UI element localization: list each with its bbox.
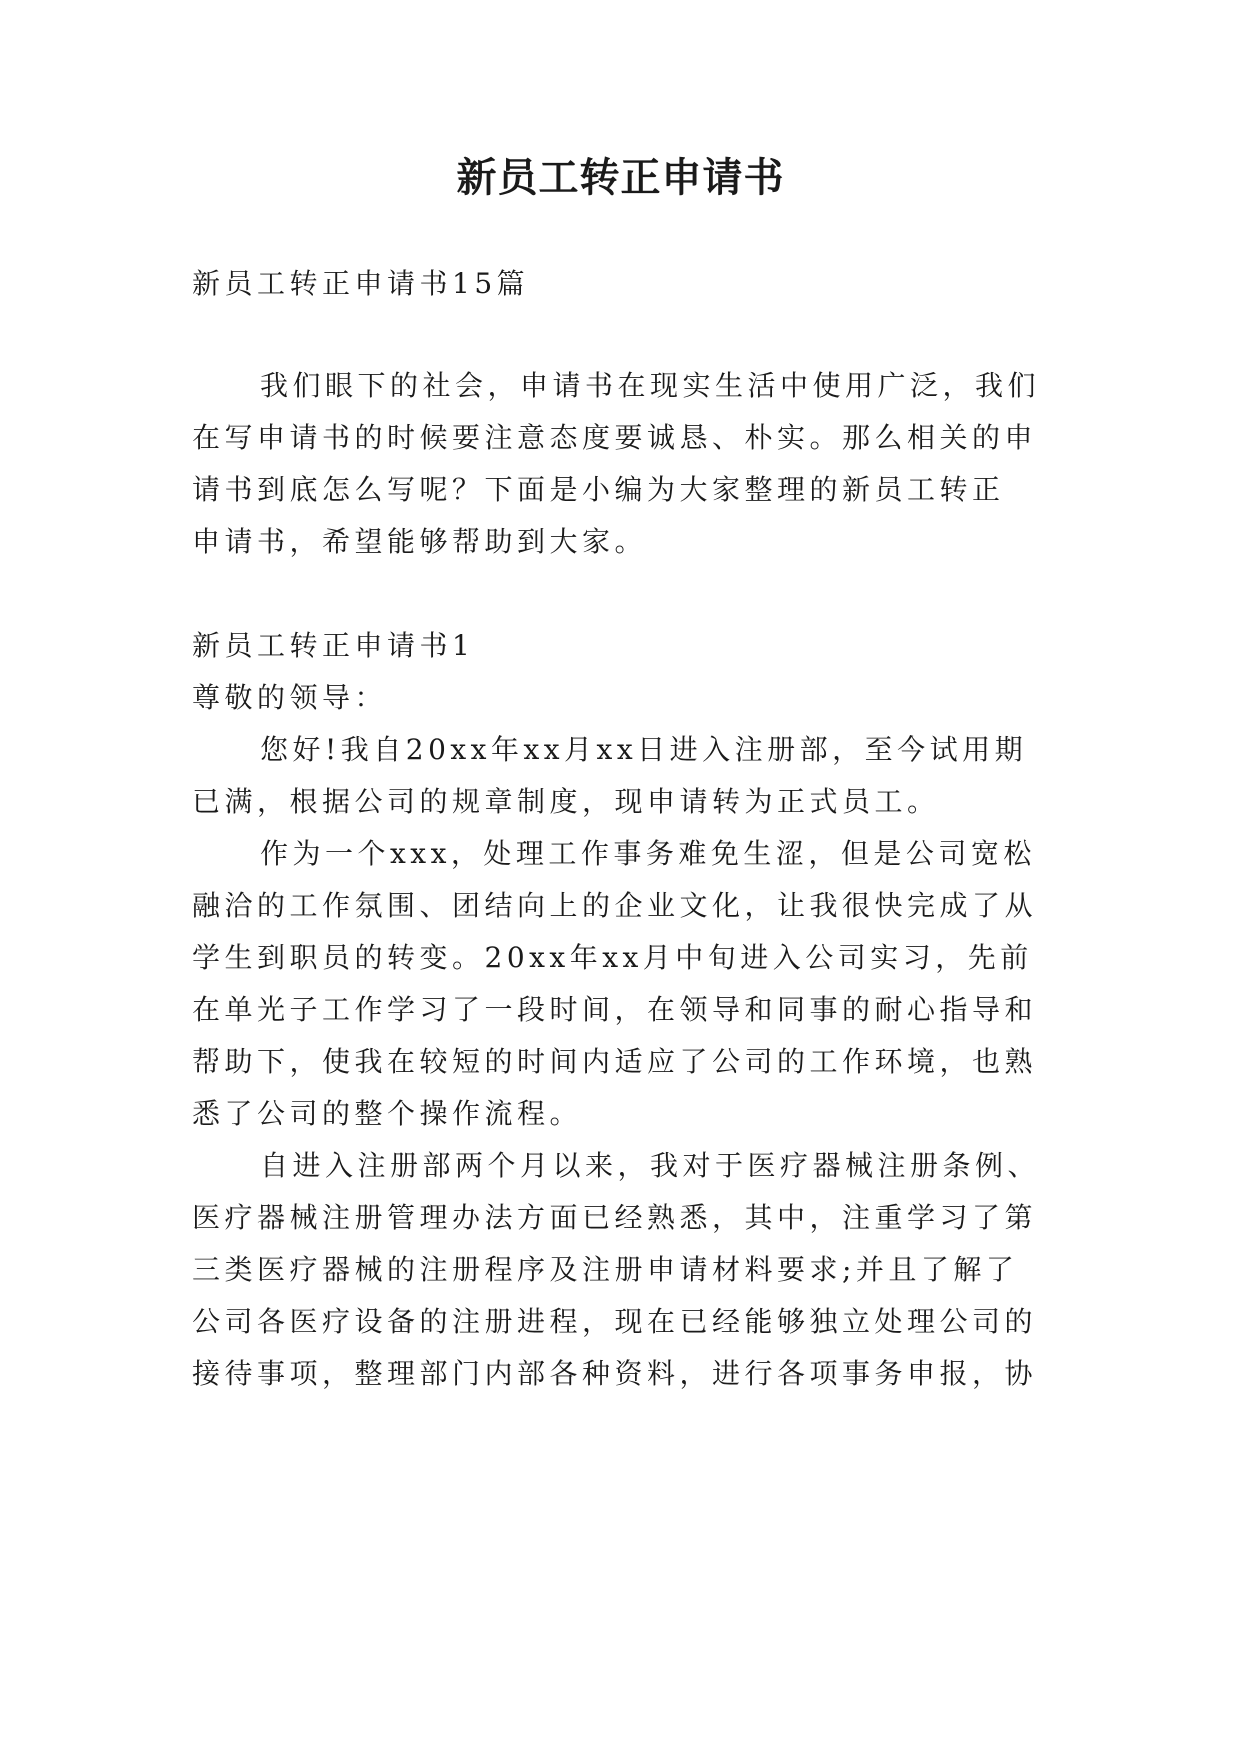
paragraph2-line: 融洽的工作氛围、团结向上的企业文化，让我很快完成了从 bbox=[192, 889, 1038, 922]
paragraph3-line: 医疗器械注册管理办法方面已经熟悉，其中，注重学习了第 bbox=[192, 1201, 1038, 1234]
paragraph3-line: 三类医疗器械的注册程序及注册申请材料要求;并且了解了 bbox=[192, 1253, 1019, 1286]
document-subtitle: 新员工转正申请书15篇 bbox=[192, 267, 530, 300]
intro-line: 我们眼下的社会，申请书在现实生活中使用广泛，我们 bbox=[260, 369, 1041, 402]
paragraph2-line: 悉了公司的整个操作流程。 bbox=[192, 1097, 583, 1130]
document-title: 新员工转正申请书 bbox=[456, 155, 785, 201]
intro-line: 在写申请书的时候要注意态度要诚恳、朴实。那么相关的申 bbox=[192, 421, 1038, 454]
section-heading: 新员工转正申请书1 bbox=[192, 629, 475, 662]
paragraph2-line: 在单光子工作学习了一段时间，在领导和同事的耐心指导和 bbox=[192, 993, 1038, 1026]
paragraph3-line: 公司各医疗设备的注册进程，现在已经能够独立处理公司的 bbox=[192, 1305, 1038, 1338]
intro-line: 申请书，希望能够帮助到大家。 bbox=[192, 525, 648, 558]
paragraph1-line: 您好!我自20xx年xx月xx日进入注册部，至今试用期 bbox=[260, 733, 1028, 766]
salutation: 尊敬的领导： bbox=[192, 681, 388, 714]
paragraph2-line: 帮助下，使我在较短的时间内适应了公司的工作环境，也熟 bbox=[192, 1045, 1038, 1078]
paragraph3-line: 接待事项，整理部门内部各种资料，进行各项事务申报，协 bbox=[192, 1357, 1038, 1390]
intro-line: 请书到底怎么写呢？下面是小编为大家整理的新员工转正 bbox=[192, 473, 1005, 506]
paragraph1-line: 已满，根据公司的规章制度，现申请转为正式员工。 bbox=[192, 785, 940, 818]
paragraph2-line: 学生到职员的转变。20xx年xx月中旬进入公司实习，先前 bbox=[192, 941, 1033, 974]
paragraph3-line: 自进入注册部两个月以来，我对于医疗器械注册条例、 bbox=[260, 1149, 1041, 1182]
paragraph2-line: 作为一个xxx，处理工作事务难免生涩，但是公司宽松 bbox=[260, 837, 1036, 870]
